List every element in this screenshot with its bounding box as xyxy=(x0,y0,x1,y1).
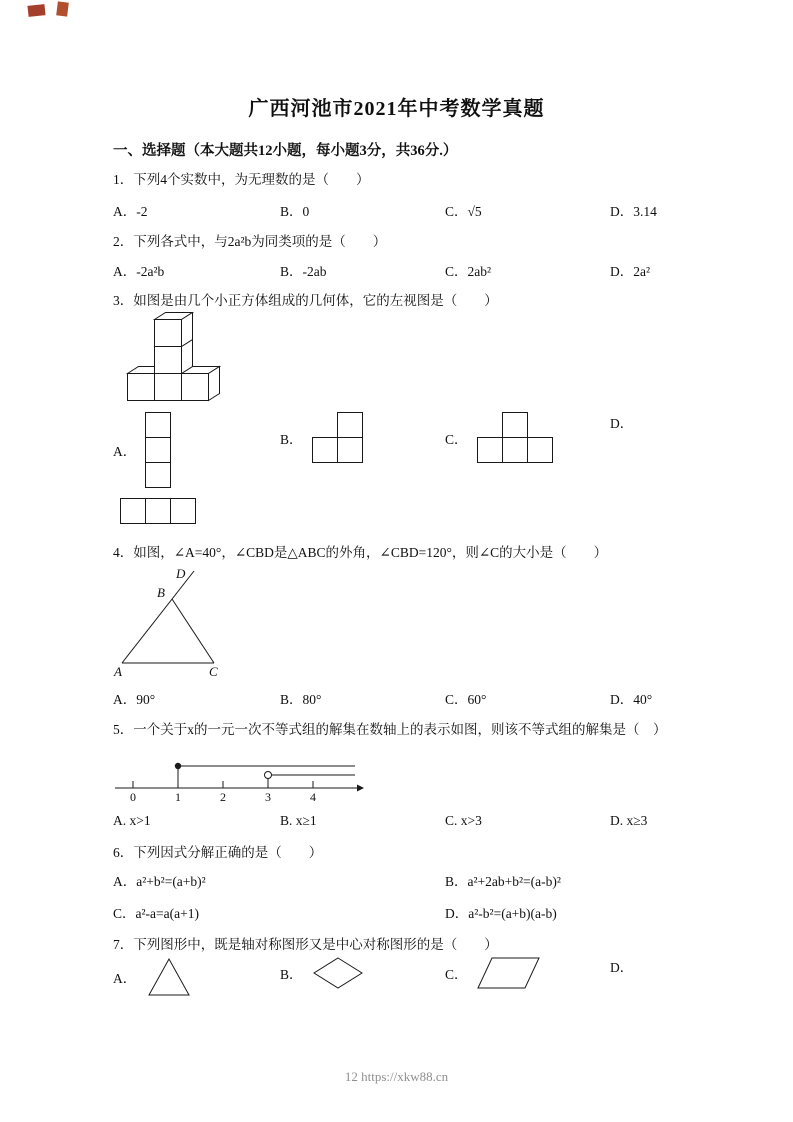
q3-option-c-figure xyxy=(477,412,553,463)
question-3-stem: 3．如图是由几个小正方体组成的几何体，它的左视图是（ ） xyxy=(113,293,498,308)
q7-option-a-label: A． xyxy=(113,971,137,986)
question-5-stem: 5．一个关于x的一元一次不等式组的解集在数轴上的表示如图，则该不等式组的解集是（ ） xyxy=(113,722,667,737)
q4-option-b: B．80° xyxy=(280,692,322,707)
q7-option-b-label: B． xyxy=(280,967,303,982)
open-endpoint-circle xyxy=(265,772,272,779)
q3-option-d-figure xyxy=(120,498,196,524)
q1-option-c: C．√5 xyxy=(445,204,482,219)
q7-option-c xyxy=(445,956,610,990)
q7-option-d-label: D． xyxy=(610,960,634,975)
question-5-options xyxy=(113,813,680,829)
q3-option-b-figure xyxy=(312,412,363,463)
q7-option-b xyxy=(280,956,445,990)
question-4-stem: 4．如图，∠A=40°，∠CBD是△ABC的外角，∠CBD=120°，则∠C的大小是（ ） xyxy=(113,545,608,560)
closed-endpoint-dot xyxy=(175,763,181,769)
q3-option-a-figure xyxy=(145,412,171,488)
axis-label-0: 0 xyxy=(130,790,136,804)
q2-option-d: D．2a² xyxy=(610,264,651,279)
triangle-figure xyxy=(112,565,247,680)
q3-option-a xyxy=(113,412,280,488)
q1-option-a: A．-2 xyxy=(113,204,148,219)
cube-stack-figure xyxy=(124,312,221,402)
q3-option-d xyxy=(610,412,680,432)
vertex-label-d: D xyxy=(176,566,186,581)
vertex-label-b: B xyxy=(157,585,165,600)
q6-option-a: A．a²+b²=(a+b)² xyxy=(113,874,206,889)
question-7-stem: 7．下列图形中，既是轴对称图形又是中心对称图形的是（ ） xyxy=(113,937,498,952)
q5-option-a: A. x>1 xyxy=(113,813,151,828)
document-title: 广西河池市2021年中考数学真题 xyxy=(248,98,545,120)
page-footer: 12 https://xkw88.cn xyxy=(344,1069,449,1084)
question-6-options-row-1 xyxy=(113,870,680,890)
question-1-options xyxy=(113,200,680,220)
question-6-options-row-2 xyxy=(113,902,680,922)
q4-option-d: D．40° xyxy=(610,692,653,707)
q6-option-c: C．a²-a=a(a+1) xyxy=(113,906,199,921)
q1-option-d: D．3.14 xyxy=(610,204,657,219)
q3-option-b-label: B． xyxy=(280,431,303,447)
q5-option-d: D. x≥3 xyxy=(610,813,648,828)
q2-option-b: B．-2ab xyxy=(280,264,327,279)
vertex-label-c: C xyxy=(209,664,218,679)
axis-label-4: 4 xyxy=(310,790,316,804)
q7-option-a-figure xyxy=(145,956,193,998)
q3-option-c xyxy=(445,412,610,463)
q2-option-c: C．2ab² xyxy=(445,264,492,279)
q7-option-c-label: C． xyxy=(445,967,468,982)
q2-option-a: A．-2a²b xyxy=(113,264,165,279)
axis-label-3: 3 xyxy=(265,790,271,804)
axis-label-2: 2 xyxy=(220,790,226,804)
q6-option-d: D．a²-b²=(a+b)(a-b) xyxy=(445,906,557,921)
question-2-options xyxy=(113,260,680,280)
q7-option-a xyxy=(113,956,280,998)
q3-option-b xyxy=(280,412,445,463)
q5-option-b: B. x≥1 xyxy=(280,813,317,828)
q7-option-b-figure xyxy=(312,956,364,990)
q4-option-a: A．90° xyxy=(113,692,156,707)
q4-option-c: C．60° xyxy=(445,692,487,707)
q5-option-c: C. x>3 xyxy=(445,813,482,828)
q1-option-b: B．0 xyxy=(280,204,310,219)
question-3-options xyxy=(113,412,680,488)
question-6-stem: 6．下列因式分解正确的是（ ） xyxy=(113,845,323,860)
question-2-stem: 2．下列各式中，与2a²b为同类项的是（ ） xyxy=(113,234,387,249)
corner-mark-icon xyxy=(56,1,69,16)
question-7-options xyxy=(113,956,680,998)
section-header: 一、选择题（本大题共12小题，每小题3分，共36分.） xyxy=(113,143,458,159)
number-line-figure xyxy=(113,752,365,804)
vertex-label-a: A xyxy=(114,664,122,679)
q3-option-c-label: C． xyxy=(445,431,468,447)
axis-label-1: 1 xyxy=(175,790,181,804)
question-4-options xyxy=(113,688,680,708)
corner-mark-icon xyxy=(27,4,45,17)
q3-option-d-label: D． xyxy=(610,416,634,431)
q7-option-c-figure xyxy=(477,956,541,990)
question-1-stem: 1．下列4个实数中，为无理数的是（ ） xyxy=(113,172,370,187)
q3-option-a-label: A． xyxy=(113,444,137,459)
q6-option-b: B．a²+2ab+b²=(a-b)² xyxy=(445,874,561,889)
q7-option-d xyxy=(610,956,680,976)
